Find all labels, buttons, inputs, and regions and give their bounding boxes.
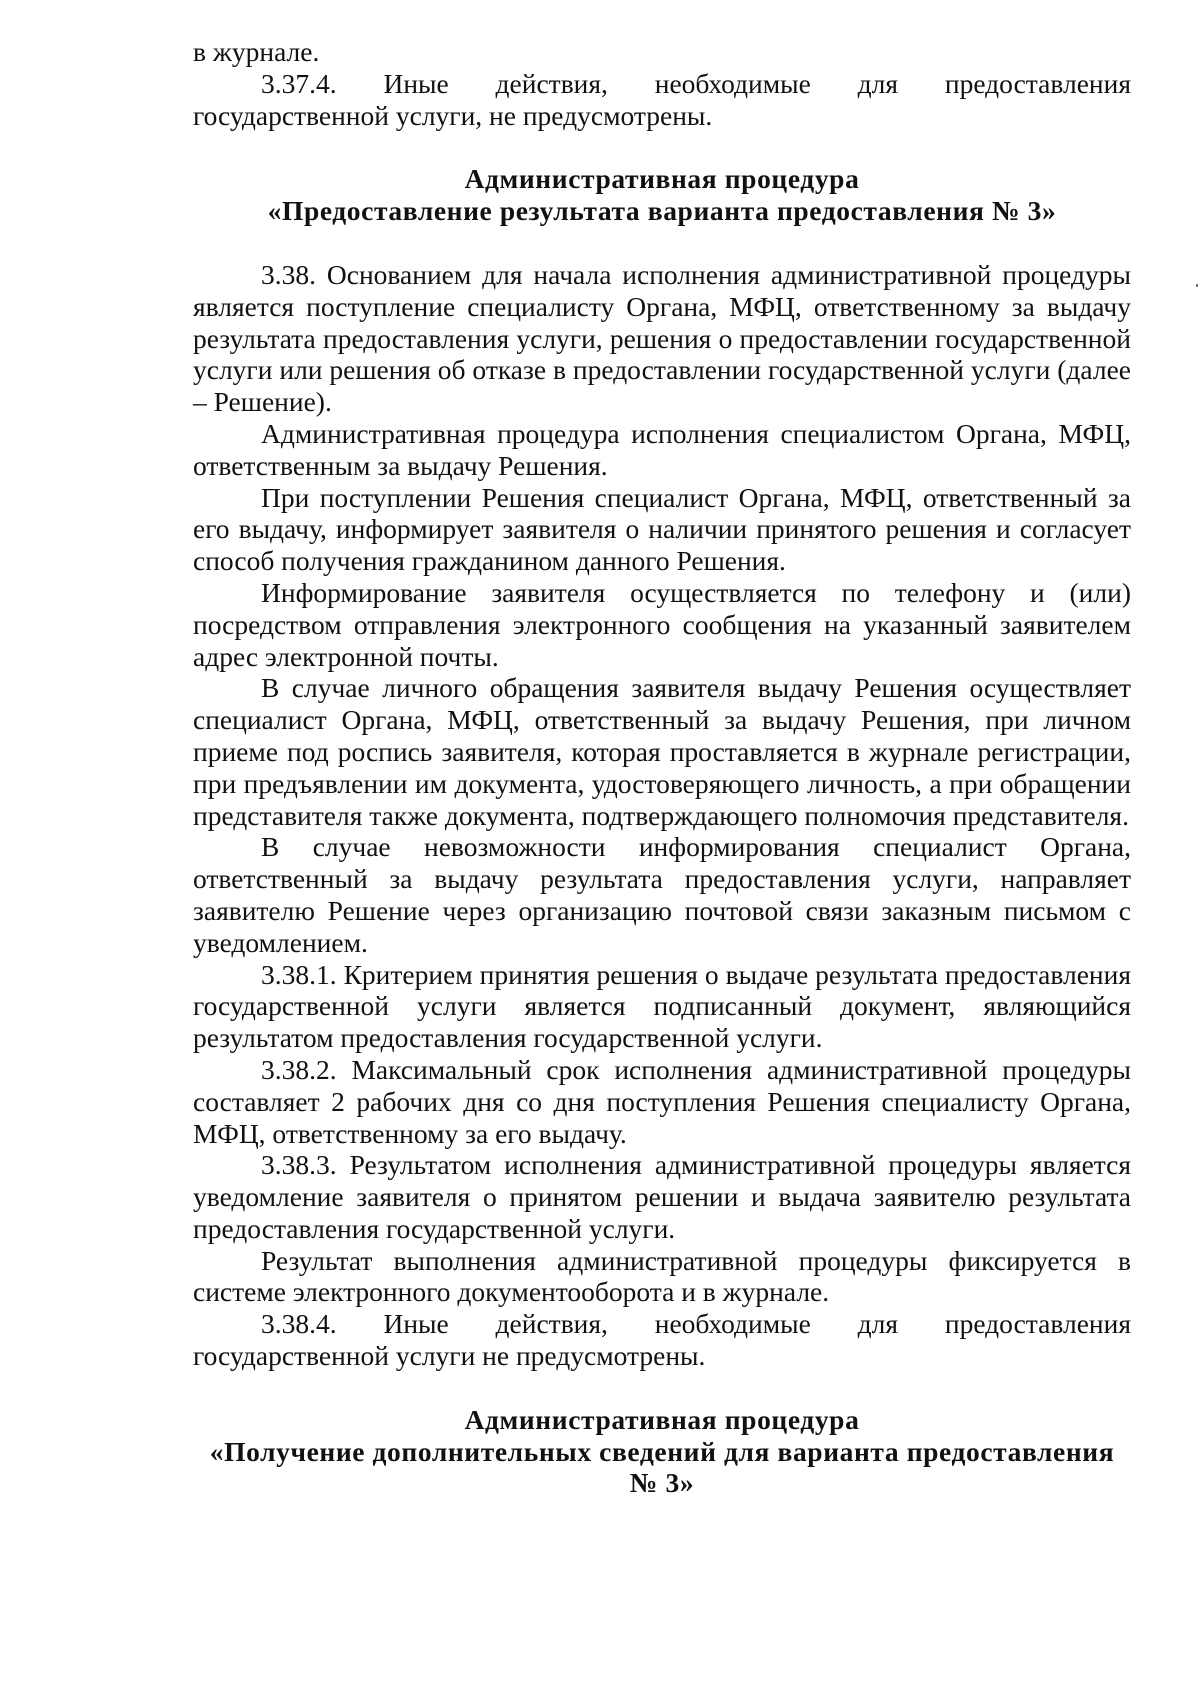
paragraph-3: 3.38. Основанием для начала исполнения административной процедуры является поступление специалисту Органа, МФЦ, ответственному за выдачу результата предоставления услуги, решения о предоставлении государственной услуги или решения об отказе в предоставлении государственной услуги (далее – Решение). [193,258,1131,418]
paragraph-2: 3.37.4. Иные действия, необходимые для предоставления государственной услуги, не предусмотрены. [193,67,1131,131]
paragraph-4: Административная процедура исполнения специалистом Органа, МФЦ, ответственным за выдачу Решения. [193,417,1131,481]
paragraph-8: В случае невозможности информирования специалист Органа, ответственный за выдачу результата предоставления услуги, направляет заявителю Решение через организацию почтовой связи заказным письмом с уведомлением. [193,831,1131,958]
paragraph-13: 3.38.4. Иные действия, необходимые для предоставления государственной услуги не предусмотрены. [193,1308,1131,1372]
scan-speck [1196,284,1198,287]
paragraph-11: 3.38.3. Результатом исполнения административной процедуры является уведомление заявителя о принятом решении и выдача заявителю результата предоставления государственной услуги. [193,1149,1131,1244]
section-gap [193,1372,1131,1404]
paragraph-6: Информирование заявителя осуществляется по телефону и (или) посредством отправления электронного сообщения на указанный заявителем адрес электронной почты. [193,576,1131,672]
section-heading-4: «Получение дополнительных сведений для варианта предоставления № 3» [209,1435,1115,1499]
paragraph-10: 3.38.2. Максимальный срок исполнения административной процедуры составляет 2 рабочих дня со дня поступления Решения специалисту Органа, МФЦ, ответственному за его выдачу. [193,1053,1131,1149]
paragraph-7: В случае личного обращения заявителя выдачу Решения осуществляет специалист Органа, МФЦ, ответственный за выдачу Решения, при личном приеме под роспись заявителя, которая проставляется в журнале регистрации, при предъявлении им документа, удостоверяющего личность, а при обращении представителя также документа, подтверждающего полномочия представителя. [193,672,1131,831]
document-body [193,36,1131,1499]
section-heading-3: Административная процедура [464,1403,860,1435]
paragraph-1: в журнале. [193,36,320,67]
section-gap [193,131,1131,163]
section-heading-1: Административная процедура [464,163,860,195]
paragraph-5: При поступлении Решения специалист Органа, МФЦ, ответственный за его выдачу, информирует заявителя о наличии принятого решения и согласует способ получения гражданином данного Решения. [193,481,1131,577]
section-heading-2: «Предоставление результата варианта предоставления № 3» [267,195,1057,227]
section-gap [193,227,1131,259]
paragraph-9: 3.38.1. Критерием принятия решения о выдаче результата предоставления государственной услуги является подписанный документ, являющийся результатом предоставления государственной услуги. [193,958,1131,1054]
paragraph-12: Результат выполнения административной процедуры фиксируется в системе электронного документооборота и в журнале. [193,1244,1131,1308]
